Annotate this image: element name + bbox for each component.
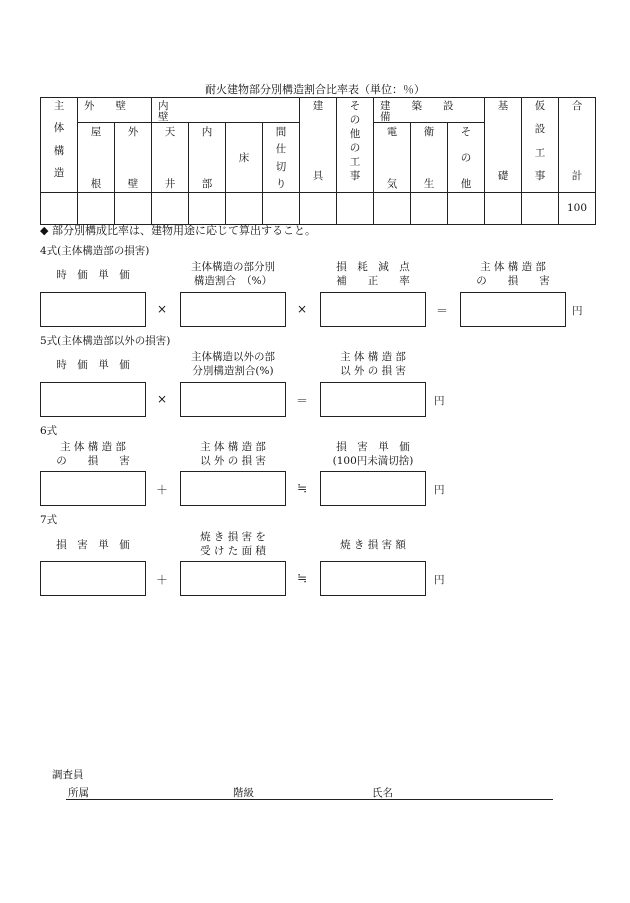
equals-sign: ＝ <box>295 394 308 408</box>
f4-jika-tanka-field[interactable] <box>40 292 146 327</box>
f4-label-bubun-wariai: 主体構造の部分別 構造割合 （%） <box>191 261 275 287</box>
value-cell[interactable] <box>41 193 78 225</box>
sub-yuka: 床 <box>226 123 263 193</box>
yen-unit: 円 <box>572 305 583 317</box>
f4-songo-hosei-field[interactable] <box>320 292 426 327</box>
value-cell[interactable] <box>374 193 411 225</box>
sub-yane: 屋 根 <box>78 123 115 193</box>
f4-label-jika-tanka: 時 価 単 価 <box>56 269 130 281</box>
sub-sonota: そ の 他 <box>448 123 485 193</box>
yen-unit: 円 <box>434 574 445 586</box>
f6-label-songai-tanka: 損 害 単 価 (100円未満切捨) <box>332 441 414 467</box>
value-cell[interactable] <box>522 193 559 225</box>
multiply-sign: × <box>296 302 308 316</box>
value-cell[interactable] <box>152 193 189 225</box>
f5-igai-songai-field[interactable] <box>320 382 426 417</box>
header-kiso: 基 礎 <box>485 98 522 193</box>
sub-tenjo: 天 井 <box>152 123 189 193</box>
header-naiheki: 内 壁 <box>152 98 300 123</box>
header-gokei: 合 計 <box>559 98 596 193</box>
sub-majikiri: 間 仕 切 り <box>263 123 300 193</box>
f6-songai-tanka-field[interactable] <box>320 471 426 506</box>
note-text: ◆ 部分別構成比率は、建物用途に応じて算出すること。 <box>40 224 316 237</box>
structure-ratio-table <box>40 97 596 225</box>
f5-label-jika-tanka: 時 価 単 価 <box>56 359 130 371</box>
sub-naibu: 内 部 <box>189 123 226 193</box>
f6-label-shutai-songai: 主 体 構 造 部 の 損 害 <box>56 441 130 467</box>
plus-sign: ＋ <box>155 573 168 587</box>
f4-shutai-songai-field[interactable] <box>460 292 566 327</box>
f6-igai-songai-field[interactable] <box>180 471 286 506</box>
f7-songai-gaku-field[interactable] <box>320 561 426 596</box>
name-label: 氏名 <box>372 787 393 799</box>
header-tategu: 建 具 <box>300 98 337 193</box>
f6-shutai-songai-field[interactable] <box>40 471 146 506</box>
f7-label-songai-tanka: 損 害 単 価 <box>56 539 130 551</box>
multiply-sign: × <box>156 302 168 316</box>
sub-denki: 電 気 <box>374 123 411 193</box>
approx-equals-sign: ≒ <box>296 571 308 585</box>
yen-unit: 円 <box>434 484 445 496</box>
affiliation-label: 所属 <box>68 787 89 799</box>
equals-sign: ＝ <box>435 304 448 318</box>
f7-songai-tanka-field[interactable] <box>40 561 146 596</box>
value-cell[interactable] <box>411 193 448 225</box>
sub-gaiheki: 外 壁 <box>115 123 152 193</box>
total-value: 100 <box>559 193 596 225</box>
f6-heading: 6式 <box>40 425 58 437</box>
value-cell[interactable] <box>448 193 485 225</box>
f7-heading: 7式 <box>40 514 58 526</box>
sub-eisei: 衛 生 <box>411 123 448 193</box>
f7-label-menseki: 焼 き 損 害 を 受 け た 面 積 <box>200 531 266 557</box>
f5-heading: 5式(主体構造部以外の損害) <box>40 335 171 347</box>
rank-label: 階級 <box>233 787 254 799</box>
value-cell[interactable] <box>263 193 300 225</box>
f5-bubun-wariai-field[interactable] <box>180 382 286 417</box>
plus-sign: ＋ <box>155 483 168 497</box>
value-cell[interactable] <box>189 193 226 225</box>
f7-menseki-field[interactable] <box>180 561 286 596</box>
header-gaiheki: 外 壁 <box>78 98 152 123</box>
header-shutai: 主 体 構 造 <box>41 98 78 193</box>
header-sonota-koji: そ の 他 の 工 事 <box>337 98 374 193</box>
value-cell[interactable] <box>226 193 263 225</box>
f4-bubun-wariai-field[interactable] <box>180 292 286 327</box>
header-kasetsu: 仮 設 工 事 <box>522 98 559 193</box>
multiply-sign: × <box>156 392 168 406</box>
header-kenchiku-setsubi: 建 築 設 備 <box>374 98 485 123</box>
signature-line[interactable] <box>66 799 553 800</box>
investigator-label: 調査員 <box>52 769 84 781</box>
f7-label-songai-gaku: 焼 き 損 害 額 <box>340 539 406 551</box>
f4-label-songo-hosei: 損 耗 減 点 補 正 率 <box>336 261 410 287</box>
f4-label-shutai-songai: 主 体 構 造 部 の 損 害 <box>476 261 550 287</box>
value-cell[interactable] <box>485 193 522 225</box>
value-cell[interactable] <box>337 193 374 225</box>
f5-jika-tanka-field[interactable] <box>40 382 146 417</box>
page-title: 耐火建物部分別構造割合比率表（単位：％） <box>205 83 425 96</box>
value-cell[interactable] <box>300 193 337 225</box>
value-cell[interactable] <box>78 193 115 225</box>
f6-label-igai-songai: 主 体 構 造 部 以 外 の 損 害 <box>200 441 266 467</box>
f4-heading: 4式(主体構造部の損害) <box>40 245 150 257</box>
yen-unit: 円 <box>434 395 445 407</box>
f5-label-bubun-wariai: 主体構造以外の部 分別構造割合(%) <box>191 351 275 377</box>
approx-equals-sign: ≒ <box>296 481 308 495</box>
value-cell[interactable] <box>115 193 152 225</box>
f5-label-igai-songai: 主 体 構 造 部 以 外 の 損 害 <box>340 351 406 377</box>
